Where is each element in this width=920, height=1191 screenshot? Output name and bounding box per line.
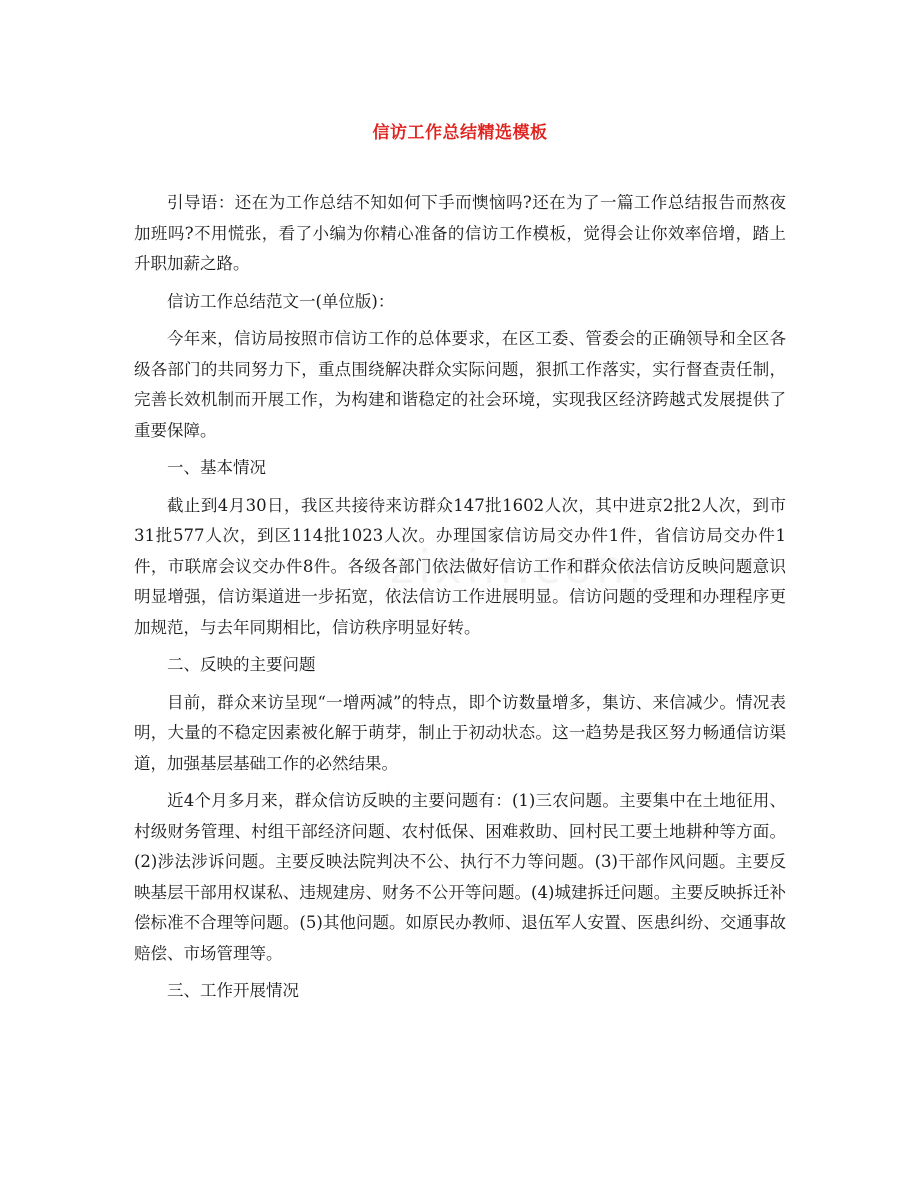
paragraph-issues-trend: 目前，群众来访呈现“一增两减”的特点，即个访数量增多，集访、来信减少。情况表明，大量的不稳定因素被化解于萌芽，制止于初动状态。这一趋势是我区努力畅通信访渠道，加强基层基础工作的必然结果。: [134, 692, 786, 773]
section-heading-issues: 二、反映的主要问题: [167, 655, 316, 674]
document-title: 信访工作总结精选模板: [372, 123, 548, 143]
section-heading-basic: 一、基本情况: [167, 458, 266, 477]
section-heading-work: 三、工作开展情况: [167, 981, 299, 1000]
document-body: [134, 188, 786, 1014]
paragraph-overview: 今年来，信访局按照市信访工作的总体要求，在区工委、管委会的正确领导和全区各级各部门的共同努力下，重点围绕解决群众实际问题，狠抓工作落实，实行督查责任制，完善长效机制而开展工作，为构建和谐稳定的社会环境，实现我区经济跨越式发展提供了重要保障。: [134, 329, 786, 440]
paragraph-intro: 引导语：还在为工作总结不知如何下手而懊恼吗?还在为了一篇工作总结报告而熬夜加班吗?不用慌张，看了小编为你精心准备的信访工作模板，觉得会让你效率倍增，踏上升职加薪之路。: [134, 193, 786, 273]
paragraph-sample-heading: 信访工作总结范文一(单位版)：: [167, 291, 395, 311]
paragraph-issues-list: 近4个月多月来，群众信访反映的主要问题有：(1)三农问题。主要集中在土地征用、村级财务管理、村组干部经济问题、农村低保、困难救助、回村民工要土地耕种等方面。(2)涉法涉诉问题。主要反映法院判决不公、执行不力等问题。(3)干部作风问题。主要反映基层干部用权谋私、违规建房、财务不公开等问题。(4)城建拆迁问题。主要反映拆迁补偿标准不合理等问题。(5)其他问题。如原民办教师、退伍军人安置、医患纠纷、交通事故赔偿、市场管理等。: [134, 791, 786, 963]
paragraph-basic-situation: 截止到4月30日，我区共接待来访群众147批1602人次，其中进京2批2人次，到市31批577人次，到区114批1023人次。办理国家信访局交办件1件，省信访局交办件1件，市联席会议交办件8件。各级各部门依法做好信访工作和群众依法信访反映问题意识明显增强，信访渠道进一步拓宽，依法信访工作进展明显。信访问题的受理和办理程序更加规范，与去年同期相比，信访秩序明显好转。: [134, 495, 786, 637]
